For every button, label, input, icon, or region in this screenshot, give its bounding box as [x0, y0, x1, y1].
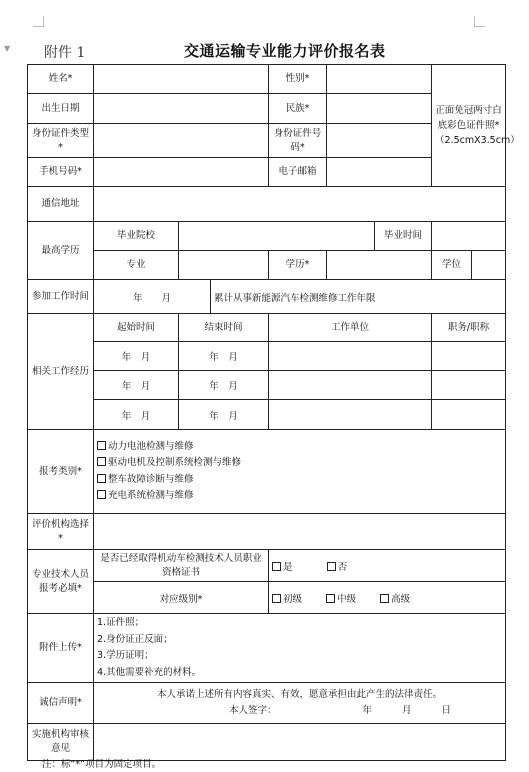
pro-answer	[269, 550, 506, 582]
exp-start-field[interactable]: 年 月	[94, 342, 179, 371]
phone-field[interactable]	[94, 158, 269, 187]
signature-line[interactable]: 本人签字： 年 月 日	[229, 705, 452, 716]
school-field[interactable]	[179, 222, 375, 251]
exp-unit-field[interactable]	[269, 342, 432, 371]
name-field[interactable]	[94, 65, 269, 94]
category-label: 报考类别*	[28, 430, 94, 514]
checkbox-icon[interactable]	[327, 562, 336, 571]
margin-arrow-icon: ▼	[4, 44, 11, 53]
birth-field[interactable]	[94, 94, 269, 124]
list-item: 2.身份证正反面；	[97, 633, 173, 645]
category-option[interactable]: 驱动电机及控制系统检测与维修	[97, 455, 502, 472]
list-item: 3.学历证明；	[97, 650, 154, 661]
school-label: 毕业院校	[94, 222, 179, 251]
pro-question: 是否已经取得机动车检测技术人员职业资格证书	[94, 550, 269, 582]
exp-unit-field[interactable]	[269, 400, 432, 430]
level-option[interactable]: 中级	[326, 594, 356, 605]
id-number-label: 身份证件号码*	[269, 124, 327, 158]
level-label: 对应级别*	[94, 582, 269, 614]
org-field[interactable]	[94, 514, 506, 550]
category-option[interactable]: 动力电池检测与维修	[97, 439, 502, 456]
category-options	[94, 430, 506, 514]
level-options	[269, 582, 506, 614]
grad-time-label: 毕业时间	[375, 222, 432, 251]
category-option[interactable]: 整车故障诊断与维修	[97, 472, 502, 489]
birth-label: 出生日期	[28, 94, 94, 124]
exp-unit-field[interactable]	[269, 371, 432, 400]
level-option[interactable]: 初级	[272, 594, 302, 605]
upload-list[interactable]	[94, 614, 506, 683]
crop-mark	[33, 16, 44, 27]
exp-header-end: 结束时间	[179, 314, 269, 342]
pro-label: 专业技术人员报考必填*	[28, 550, 94, 614]
degree-record-label: 学历*	[269, 251, 327, 280]
checkbox-icon[interactable]	[326, 594, 335, 603]
exp-title-field[interactable]	[432, 371, 506, 400]
email-label: 电子邮箱	[269, 158, 327, 187]
no-option[interactable]: 否	[327, 562, 348, 573]
crop-mark	[474, 16, 485, 27]
review-field[interactable]	[94, 724, 506, 761]
checkbox-icon[interactable]	[97, 474, 106, 483]
major-label: 专业	[94, 251, 179, 280]
exp-title-field[interactable]	[432, 400, 506, 430]
exp-end-field[interactable]: 年 月	[179, 371, 269, 400]
checkbox-icon[interactable]	[97, 457, 106, 466]
table-row	[28, 400, 506, 430]
exp-start-field[interactable]: 年 月	[94, 371, 179, 400]
footnote: 注：标“*”项目为固定项目。	[42, 759, 162, 770]
org-label: 评价机构选择*	[28, 514, 94, 550]
accum-years-label: 累计从事新能源汽车检测维修工作年限	[211, 280, 506, 314]
education-label: 最高学历	[28, 222, 94, 280]
exp-header-title: 职务/职称	[432, 314, 506, 342]
phone-label: 手机号码*	[28, 158, 94, 187]
gender-label: 性别*	[269, 65, 327, 94]
id-type-field[interactable]	[94, 124, 269, 158]
yes-option[interactable]: 是	[272, 562, 293, 573]
pledge-cell	[94, 683, 506, 724]
checkbox-icon[interactable]	[272, 594, 281, 603]
work-start-field[interactable]: 年 月	[94, 280, 211, 314]
gender-field[interactable]	[327, 65, 432, 94]
registration-form	[27, 64, 520, 761]
grad-time-field[interactable]	[432, 222, 506, 251]
exp-end-field[interactable]: 年 月	[179, 400, 269, 430]
upload-label: 附件上传*	[28, 614, 94, 683]
category-option[interactable]: 充电系统检测与维修	[97, 488, 502, 505]
ethnicity-field[interactable]	[327, 94, 432, 124]
name-label: 姓名*	[28, 65, 94, 94]
id-type-label: 身份证件类型*	[28, 124, 94, 158]
address-field[interactable]	[94, 187, 506, 222]
page-title: 交通运输专业能力评价报名表	[184, 42, 386, 60]
list-item: 4.其他需要补充的材料。	[97, 666, 202, 678]
degree-field[interactable]	[472, 251, 506, 280]
exp-title-field[interactable]	[432, 342, 506, 371]
checkbox-icon[interactable]	[272, 562, 281, 571]
checkbox-icon[interactable]	[97, 490, 106, 499]
major-field[interactable]	[179, 251, 269, 280]
table-row	[28, 371, 506, 400]
degree-label: 学位	[432, 251, 472, 280]
exp-header-unit: 工作单位	[269, 314, 432, 342]
degree-record-field[interactable]	[327, 251, 432, 280]
exp-header-start: 起始时间	[94, 314, 179, 342]
table-row	[28, 342, 506, 371]
pledge-text: 本人承诺上述所有内容真实、有效，愿意承担由此产生的法律责任。	[157, 689, 443, 700]
photo-box[interactable]: 正面免冠两寸白底彩色证件照*（2.5cmX3.5cm）	[432, 65, 506, 187]
exp-end-field[interactable]: 年 月	[179, 342, 269, 371]
checkbox-icon[interactable]	[380, 594, 389, 603]
id-number-field[interactable]	[327, 124, 432, 158]
checkbox-icon[interactable]	[97, 441, 106, 450]
work-start-label: 参加工作时间	[28, 280, 94, 314]
exp-start-field[interactable]: 年 月	[94, 400, 179, 430]
experience-label: 相关工作经历	[28, 314, 94, 430]
address-label: 通信地址	[28, 187, 94, 222]
attachment-label: 附件 1	[44, 45, 86, 61]
list-item: 1.证件照；	[97, 617, 145, 628]
review-label: 实施机构审核意见	[28, 724, 94, 761]
level-option[interactable]: 高级	[380, 594, 410, 605]
ethnicity-label: 民族*	[269, 94, 327, 124]
pledge-label: 诚信声明*	[28, 683, 94, 724]
email-field[interactable]	[327, 158, 432, 187]
